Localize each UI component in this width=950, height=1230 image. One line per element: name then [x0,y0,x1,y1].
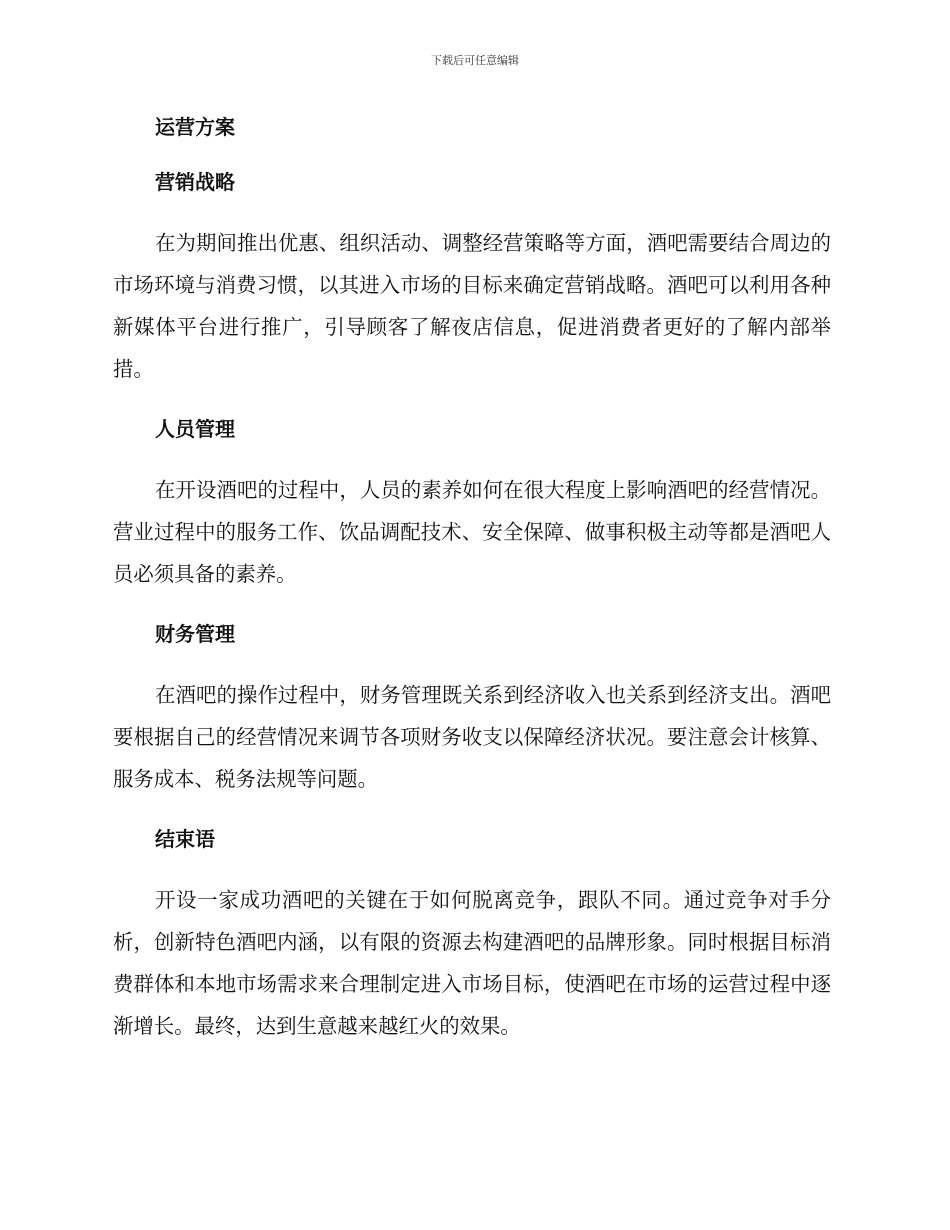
section-heading-marketing: 营销战略 [155,170,235,194]
section-heading-conclusion: 结束语 [155,827,215,851]
document-title: 运营方案 [155,115,235,139]
section-heading-finance: 财务管理 [155,622,235,646]
section-paragraph-staff: 在开设酒吧的过程中，人员的素养如何在很大程度上影响酒吧的经营情况。营业过程中的服务工作、饮品调配技术、安全保障、做事积极主动等都是酒吧人员必须具备的素养。 [113,478,831,586]
section-paragraph-finance: 在酒吧的操作过程中，财务管理既关系到经济收入也关系到经济支出。酒吧要根据自己的经营情况来调节各项财务收支以保障经济状况。要注意会计核算、服务成本、税务法规等问题。 [113,683,831,791]
section-paragraph-marketing: 在为期间推出优惠、组织活动、调整经营策略等方面，酒吧需要结合周边的市场环境与消费习惯，以其进入市场的目标来确定营销战略。酒吧可以利用各种新媒体平台进行推广，引导顾客了解夜店信息，促进消费者更好的了解内部举措。 [113,231,831,381]
document-body [113,112,831,1047]
section-heading-staff: 人员管理 [155,417,235,441]
section-paragraph-conclusion: 开设一家成功酒吧的关键在于如何脱离竞争，跟队不同。通过竞争对手分析，创新特色酒吧内涵，以有限的资源去构建酒吧的品牌形象。同时根据目标消费群体和本地市场需求来合理制定进入市场目标，使酒吧在市场的运营过程中逐渐增长。最终，达到生意越来越红火的效果。 [113,888,831,1038]
page-header-note: 下载后可任意编辑 [431,54,519,67]
